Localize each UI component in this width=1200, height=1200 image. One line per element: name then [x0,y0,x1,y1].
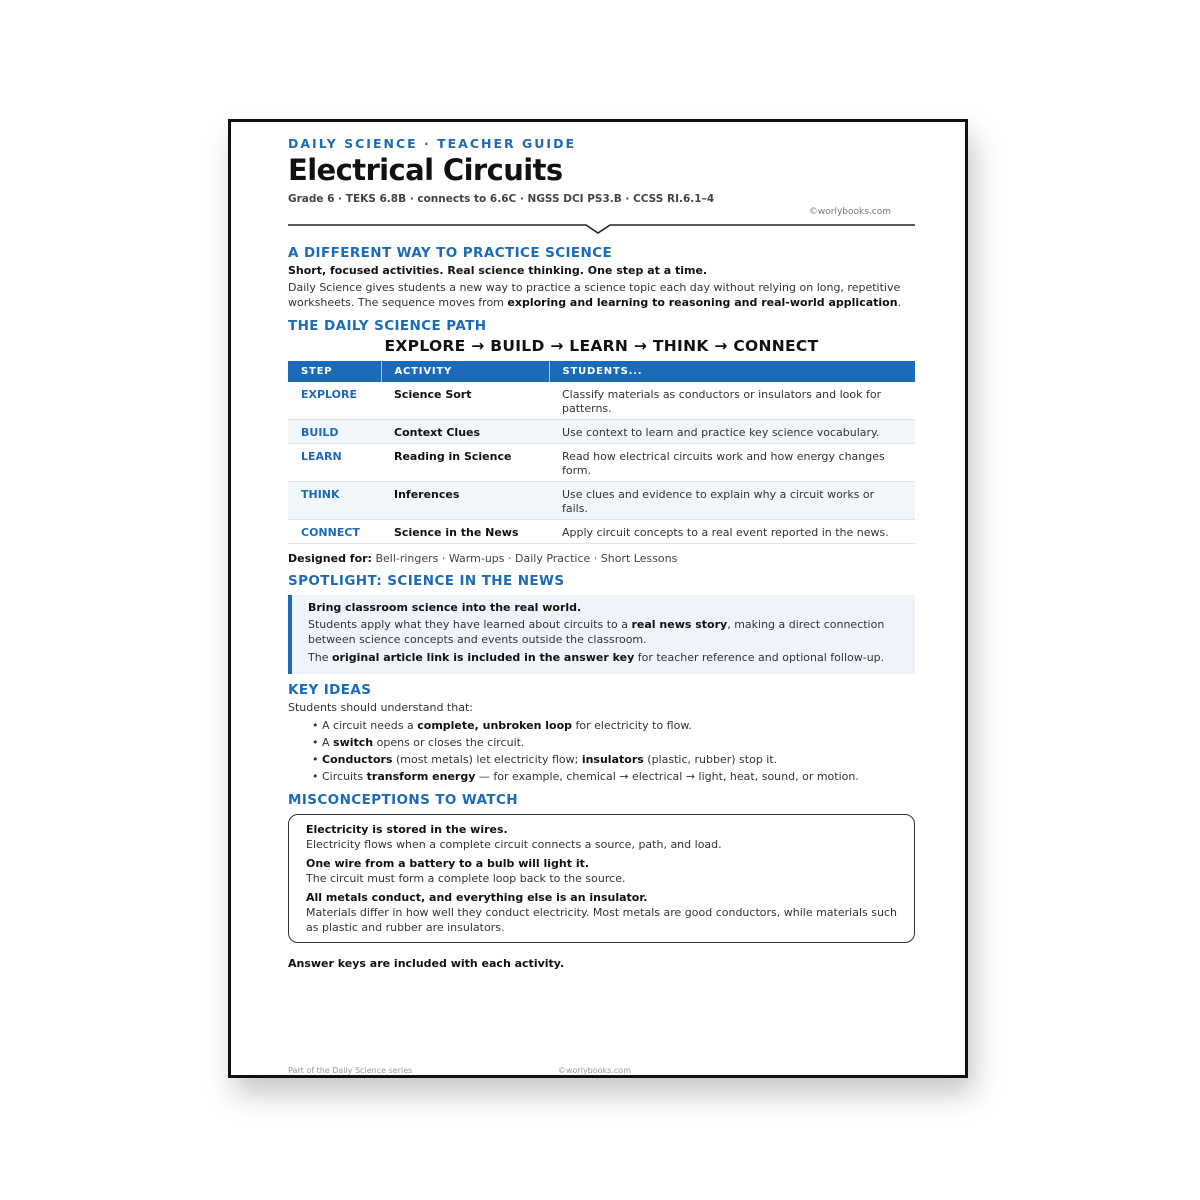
table-row [288,520,915,544]
steps-table [288,361,915,544]
intro-body-end: . [897,296,902,309]
misconceptions-box [288,814,915,943]
students-cell: Classify materials as conductors or insulators and look for patterns. [549,382,915,420]
spotlight-paragraph-2 [308,650,901,665]
activity-cell: Inferences [381,482,549,520]
table-row [288,382,915,420]
spotlight-lead: Bring classroom science into the real world. [308,601,582,614]
spotlight-box [288,595,915,674]
intro-lead: Short, focused activities. Real science thinking. One step at a time. [288,264,708,277]
activity-cell: Science Sort [381,382,549,420]
step-cell: EXPLORE [288,382,381,420]
misconception-question: One wire from a battery to a bulb will light it. [306,857,590,870]
path-sequence: EXPLORE → BUILD → LEARN → THINK → CONNECT [384,337,819,355]
idea-text: for electricity to flow. [572,719,692,732]
spotlight-p2-emphasis: original article link is included in the answer key [331,651,635,664]
designed-for-label: Designed for: [288,552,372,565]
step-cell: THINK [288,482,381,520]
table-row [288,482,915,520]
footer-series: Part of the Daily Science series [288,1066,413,1075]
misconceptions-heading: MISCONCEPTIONS TO WATCH [288,792,518,808]
steps-table-header [288,361,915,382]
activity-cell: Reading in Science [381,444,549,482]
list-item [312,751,915,768]
intro-body [288,280,915,310]
idea-text: (plastic, rubber) stop it. [643,753,778,766]
table-row [288,420,915,444]
step-cell: LEARN [288,444,381,482]
misconception-answer: Materials differ in how well they conduct electricity. Most metals are good conductors, while materials such as plastic and rubber are insulators. [306,906,897,934]
spotlight-heading: SPOTLIGHT: SCIENCE IN THE NEWS [288,573,565,589]
misconception-answer: The circuit must form a complete loop back to the source. [306,872,626,885]
key-ideas-intro: Students should understand that: [288,701,473,714]
idea-emphasis: Conductors [322,753,393,766]
key-ideas-heading: KEY IDEAS [288,682,372,698]
intro-body-text: Daily Science gives students a new way to practice a science topic each day without relying on long, repetitive worksheets. The sequence moves from [288,281,901,309]
series-label: DAILY SCIENCE · TEACHER GUIDE [288,136,576,151]
footer-copyright: ©worlybooks.com [558,1066,631,1075]
spotlight-paragraph-1 [308,617,901,647]
students-cell: Read how electrical circuits work and how energy changes form. [549,444,915,482]
standards-line: Grade 6 · TEKS 6.8B · connects to 6.6C · NGSS DCI PS3.B · CCSS RI.6.1–4 [288,193,715,205]
activity-cell: Science in the News [381,520,549,544]
idea-text: — for example, chemical → electrical → light, heat, sound, or motion. [475,770,859,783]
idea-text: A circuit needs a [322,719,418,732]
spotlight-p2-end: for teacher reference and optional follow-up. [634,651,885,664]
students-cell: Apply circuit concepts to a real event reported in the news. [549,520,915,544]
students-cell: Use context to learn and practice key science vocabulary. [549,420,915,444]
misconception-question: All metals conduct, and everything else is an insulator. [306,891,648,904]
idea-text: A [322,736,334,749]
intro-body-emphasis: exploring and learning to reasoning and real-world application [507,296,898,309]
idea-emphasis: complete, unbroken loop [417,719,573,732]
column-header-students: STUDENTS... [549,361,915,382]
spotlight-p1-emphasis: real news story [631,618,728,631]
list-item [312,768,915,785]
idea-text: opens or closes the circuit. [373,736,525,749]
spotlight-p2-text: The [308,651,332,664]
designed-for-value: Bell-ringers · Warm-ups · Daily Practice · Short Lessons [371,552,678,565]
students-cell: Use clues and evidence to explain why a circuit works or fails. [549,482,915,520]
column-header-activity: ACTIVITY [381,361,549,382]
copyright-top: ©worlybooks.com [808,207,891,217]
idea-emphasis: insulators [581,753,644,766]
intro-heading: A DIFFERENT WAY TO PRACTICE SCIENCE [288,245,613,261]
answer-keys-note: Answer keys are included with each activity. [288,957,565,970]
spotlight-p1-text: Students apply what they have learned about circuits to a [308,618,632,631]
misconception-answer: Electricity flows when a complete circuit connects a source, path, and load. [306,838,722,851]
idea-emphasis: transform energy [366,770,476,783]
path-heading: THE DAILY SCIENCE PATH [288,318,487,334]
list-item [312,734,915,751]
idea-emphasis: switch [333,736,374,749]
step-cell: CONNECT [288,520,381,544]
page-content [288,136,915,970]
key-ideas-list [288,717,915,785]
list-item [312,717,915,734]
idea-text: Circuits [322,770,367,783]
table-row [288,444,915,482]
activity-cell: Context Clues [381,420,549,444]
page-title: Electrical Circuits [288,153,563,187]
page-footer [288,1066,888,1075]
worksheet-page [228,119,968,1078]
designed-for [288,552,915,565]
header-divider [288,223,915,239]
misconception-question: Electricity is stored in the wires. [306,823,508,836]
column-header-step: STEP [288,361,381,382]
step-cell: BUILD [288,420,381,444]
spotlight-p1-end: , making a direct connection between science concepts and events outside the classroom. [308,618,885,646]
idea-text: (most metals) let electricity flow; [392,753,582,766]
